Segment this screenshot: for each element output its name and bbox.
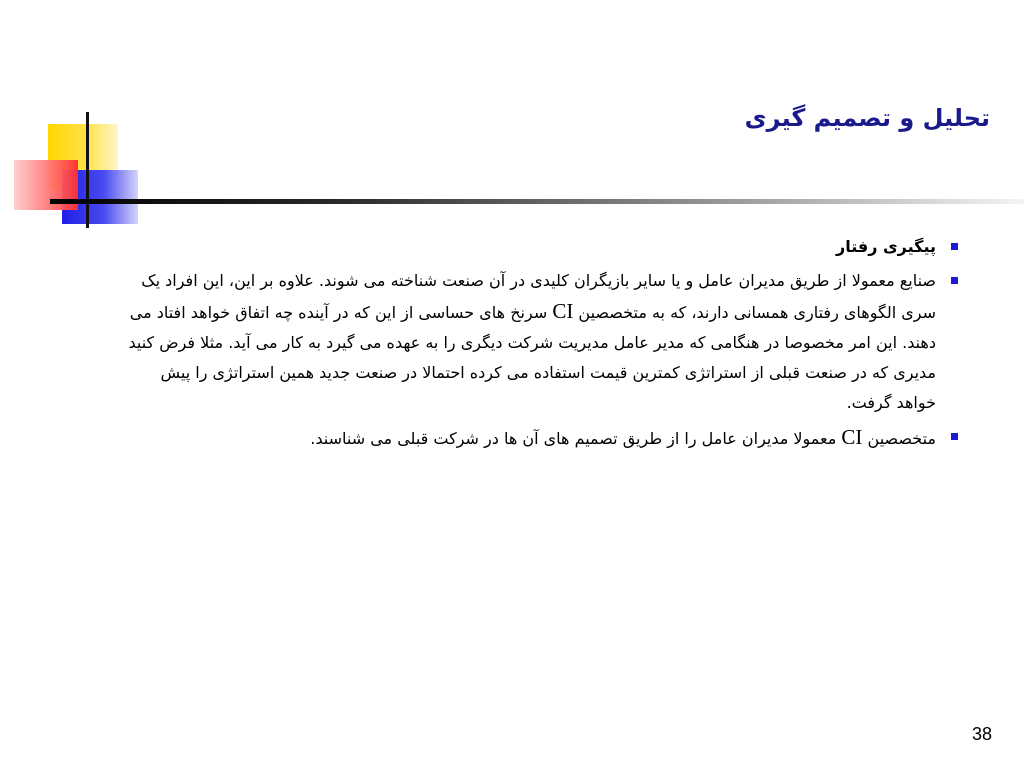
square-bullet-icon (951, 243, 958, 250)
ci-abbreviation: CI (841, 425, 863, 449)
bullet-text-part: صنایع معمولا از طریق مدیران عامل و یا سایر بازیگران کلیدی در آن صنعت شناخته می شوند. علاوه بر این، این افراد یک سری الگوهای رفتاری همسانی دارند، که به متخصصین (141, 271, 936, 322)
page-number: 38 (971, 724, 992, 744)
bullet-item (128, 422, 958, 454)
bullet-text-part: سرنخ های حساسی از این که در آینده چه اتفاق خواهد افتاد می دهند. این امر مخصوصا در هنگامی که مدیر عامل مدیریت شرکت دیگری را به عهده می گیرد به کار می آید. مثلا فرض کنید مدیری که در صنعت قبلی از استراتژی کمترین قیمت استفاده می کرده احتمالا در صنعت جدید همین استراتژی را پیش خواهد گرفت. (128, 303, 936, 412)
bullet-list (128, 232, 958, 458)
slide-title: تحلیل و تصمیم گیری (744, 104, 990, 132)
decorative-ornament (0, 0, 160, 240)
square-bullet-icon (951, 277, 958, 284)
bullet-item (128, 266, 958, 418)
bullet-text-part: معمولا مدیران عامل را از طریق تصمیم های آن ها در شرکت قبلی می شناسند. (310, 429, 842, 448)
square-bullet-icon (951, 433, 958, 440)
bullet-item (128, 232, 958, 262)
ci-abbreviation: CI (552, 299, 574, 323)
vertical-line-decoration (86, 112, 89, 228)
bullet-text-part: متخصصین (862, 429, 936, 448)
title-divider (50, 199, 1024, 204)
bullet-text: پیگیری رفتار (836, 237, 936, 256)
